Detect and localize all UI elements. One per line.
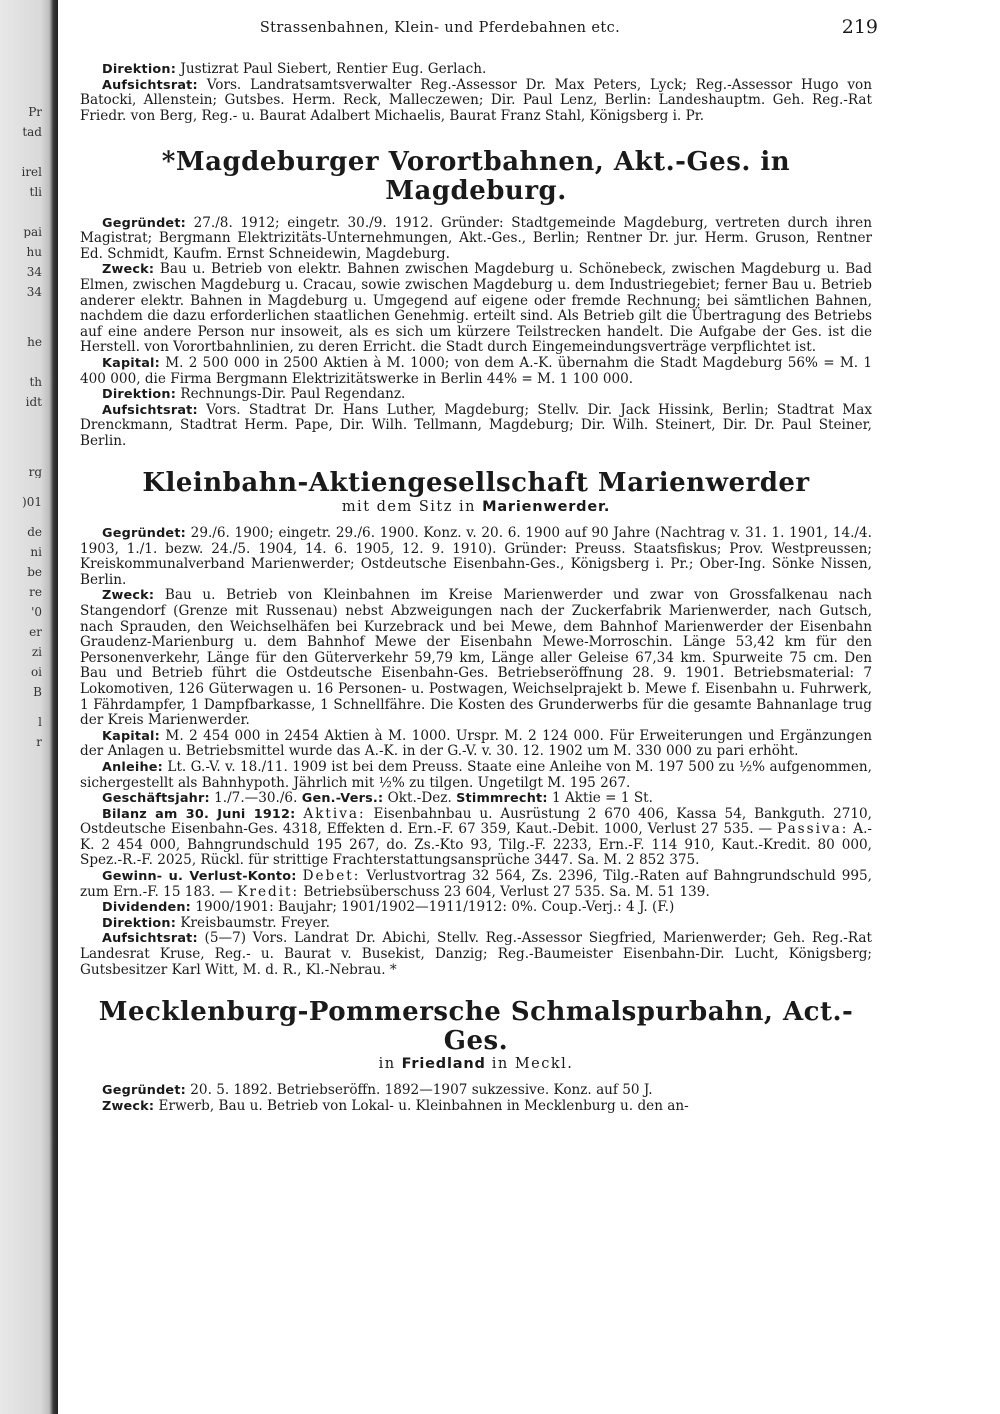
stimmrecht-text: 1 Aktie = 1 St. (551, 790, 653, 807)
s2-kapital (80, 729, 872, 760)
kapital-text: M. 2 454 000 in 2454 Aktien à M. 1000. Urspr. M. 2 124 000. Für Erweiterungen und Ergänzungen der Anlagen u. Betriebsmittel wurde das A.-K. in der G.-V. v. 30. 12. 1902 um M. 330 000 zu pari erhöht. (80, 727, 873, 760)
gutter-fragment: r (36, 736, 42, 748)
aufsichtsrat-text: (5—7) Vors. Landrat Dr. Abichi, Stellv. Reg.-Assessor Siegfried, Marienwerder; Geh. Reg.-Rat Landesrat Kruse, Reg.- u. Baurat v. Busekist, Danzig; Reg.-Baumeister Eisenbahn-Dir. Lucht, Königsberg; Gutsbesitzer Karl Witt, M. d. R., Kl.-Nebrau. * (80, 930, 872, 978)
anleihe-text: Lt. G.-V. v. 18./11. 1909 ist bei dem Preuss. Staate eine Anleihe von M. 197 500 zu ½% aufgenommen, sichergestellt als Bahnhypoth. Jährlich mit ½% zu tilgen. Ungetilgt M. 195 267. (80, 758, 873, 791)
gutter-fragment: he (27, 336, 42, 348)
aufsichtsrat-text: Vors. Stadtrat Dr. Hans Luther, Magdeburg; Stellv. Dir. Jack Hissink, Berlin; Stadtrat Max Drenckmann, Stadtrat Herm. Pape, Dir. Wilh. Tellmann, Magdeburg; Dir. Wilh. Steinert, Dir. Dr. Paul Steiner, Berlin. (80, 401, 873, 449)
s2-anleihe (80, 760, 872, 791)
genvers-text: Okt.-Dez. (387, 790, 452, 807)
zweck-label: Zweck: (102, 262, 155, 278)
gutter-fragment: idt (25, 396, 42, 408)
bilanz-label: Bilanz am 30. Juni 1912: (102, 806, 296, 822)
gutter-fragment: pai (23, 226, 42, 238)
genvers-label: Gen.-Vers.: (301, 791, 384, 807)
gutter-fragment: '0 (31, 606, 42, 618)
zweck-label: Zweck: (102, 1098, 155, 1114)
subtitle-place: Marienwerder. (482, 499, 611, 516)
kapital-label: Kapital: (102, 728, 160, 744)
direktion-text: Rechnungs-Dir. Paul Regendanz. (180, 386, 406, 403)
s1-zweck (80, 262, 872, 356)
s2-aufsichtsrat (80, 931, 872, 978)
kapital-text: M. 2 500 000 in 2500 Aktien à M. 1000; von dem A.-K. übernahm die Stadt Magdeburg 56% = M. 1 400 000, die Firma Bergmann Elektrizitätswerke in Berlin 44% = M. 1 100 000. (80, 354, 873, 387)
subtitle-post: in Meckl. (491, 1056, 574, 1073)
gutter-fragment: irel (21, 166, 42, 178)
gewinn-kredit-text: Betriebsüberschuss 23 604, Verlust 27 535. Sa. M. 51 139. (303, 883, 710, 900)
s2-bilanz (80, 807, 872, 869)
s1-aufsichtsrat (80, 403, 872, 450)
gegruendet-label: Gegründet: (102, 215, 186, 231)
gutter-fragment: re (29, 586, 42, 598)
dividenden-text: 1900/1901: Baujahr; 1901/1902—1911/1912: 0%. Coup.-Verj.: 4 J. (F.) (195, 899, 675, 916)
top-direktion (80, 62, 872, 78)
s1-direktion (80, 387, 872, 403)
subtitle-pre: in (378, 1056, 396, 1073)
kredit-word: Kredit: (237, 883, 300, 900)
section-subtitle-marienwerder (80, 500, 872, 516)
gutter-fragment: tad (22, 126, 42, 138)
s2-dividenden (80, 900, 872, 916)
running-title: Strassenbahnen, Klein- und Pferdebahnen etc. (259, 20, 621, 36)
subtitle-pre: mit dem Sitz in (341, 499, 476, 516)
gutter-fragment: hu (26, 246, 42, 258)
gutter-fragment: )01 (22, 496, 42, 508)
s2-gewinn (80, 869, 872, 900)
bilanz-aktiva-text: Eisenbahnbau u. Ausrüstung 2 670 406, Kassa 54, Bankguth. 2710, Ostdeutsche Eisenbahn-Ges. 4318, Effekten d. Ern.-F. 67 359, Kaut.-Debit. 1000, Verlust 27 535. — (80, 805, 872, 838)
subtitle-place: Friedland (401, 1056, 486, 1073)
kapital-label: Kapital: (102, 355, 160, 371)
direktion-label: Direktion: (102, 915, 177, 931)
gewinn-label: Gewinn- u. Verlust-Konto: (102, 869, 297, 885)
book-gutter (0, 0, 58, 1414)
zweck-label: Zweck: (102, 588, 155, 604)
gutter-fragment: ni (30, 546, 42, 558)
gutter-fragment: rg (28, 466, 42, 478)
gutter-fragment: Pr (28, 106, 42, 118)
s2-gegruendet (80, 526, 872, 588)
section-subtitle-mecklenburg (80, 1057, 872, 1073)
geschaeftsjahr-label: Geschäftsjahr: (102, 791, 210, 807)
zweck-text: Bau u. Betrieb von Kleinbahnen im Kreise Marienwerder und zwar von Grossfalkenau nach Stangendorf (Grenze mit Russenau) nebst Abzweigungen nach der Zuckerfabrik Marienwerder, nach Gutsch, nach Sprauden, den Weichselhäfen bei Kurzebrack und bei Mewe, dem Bahnhof Marienwerder der Eisenbahn Graudenz-Marienburg u. dem Bahnhof Mewe der Eisenbahn Mewe-Morroschin. Länge 53,42 km für den Personenverkehr, Länge für den Güterverkehr 59,79 km, Länge aller Geleise 67,34 km. Spurweite 75 cm. Den Bau und Betrieb führt die Ostdeutsche Eisenbahn-Ges. Betriebseröffnung 28. 9. 1901. Betriebsmaterial: 7 Lokomotiven, 126 Güterwagen u. 16 Personen- u. Postwagen, Weichselprajekt b. Mewe f. Eisenbahn u. Fuhrwerk, 1 Fährdampfer, 1 Dampfbarkasse, 1 Schnellfähre. Die Kosten des Grunderwerbs für die gesamte Bahnanlage trug der Kreis Marienwerder. (80, 587, 872, 729)
page (80, 0, 880, 1414)
stimmrecht-label: Stimmrecht: (456, 791, 548, 807)
direktion-label: Direktion: (102, 62, 177, 77)
gegruendet-text: 29./6. 1900; eingetr. 29./6. 1900. Konz. v. 20. 6. 1900 auf 90 Jahre (Nachtrag v. 31. 1. 1901, 14./4. 1903, 1./1. bezw. 24./5. 1904, 14. 6. 1905, 12. 9. 1910). Gründer: Preuss. Staatsfiskus; Prov. Westpreussen; Kreiskommunalverband Marienwerder; Ostdeutsche Eisenbahn-Ges., Königsberg i. Pr.; Ober-Ing. Sönke Nissen, Berlin. (80, 525, 872, 588)
gutter-fragment: oi (30, 666, 42, 678)
anleihe-label: Anleihe: (102, 759, 163, 775)
aufsichtsrat-label: Aufsichtsrat: (102, 931, 198, 947)
running-header (80, 16, 880, 42)
passiva-word: Passiva: (777, 821, 849, 838)
section-title-marienwerder: Kleinbahn-Aktiengesellschaft Marienwerder (142, 468, 810, 499)
gegruendet-text: 27./8. 1912; eingetr. 30./9. 1912. Gründer: Stadtgemeinde Magdeburg, vertreten durch ihren Magistrat; Bergmann Elektrizitäts-Unternehmungen, Akt.-Ges., Berlin; Rentner Dr. jur. Herm. Gruson, Rentner Ed. Schmidt, Kaufm. Ernst Schneidewin, Magdeburg. (80, 214, 872, 262)
gutter-fragment: tli (29, 186, 42, 198)
gegruendet-text: 20. 5. 1892. Betriebseröffn. 1892—1907 sukzessive. Konz. auf 50 J. (190, 1082, 653, 1099)
gutter-fragment: 34 (26, 286, 42, 298)
dividenden-label: Dividenden: (102, 900, 191, 916)
bilanz-passiva-text: A.-K. 2 454 000, Bahngrundschuld 195 267, do. Zs.-Kto 93, Tilg.-F. 2233, Ern.-F. 114 910, Kaut.-Kredit. 80 000, Spez.-R.-F. 2025, Rückl. für strittige Frachterstattungsansprüche 3447. Sa. M. 2 852 375. (80, 821, 872, 869)
gutter-fragment: de (27, 526, 42, 538)
s3-gegruendet (80, 1083, 872, 1099)
gutter-fragment: zi (31, 646, 42, 658)
direktion-label: Direktion: (102, 387, 177, 403)
zweck-text: Bau u. Betrieb von elektr. Bahnen zwischen Magdeburg u. Schönebeck, zwischen Magdeburg u. Bad Elmen, zwischen Magdeburg u. Cracau, sowie zwischen Magdeburg u. dem Industriegebiet; ferner Bau u. Betrieb anderer elektr. Bahnen in Magdeburg u. Umgegend auf eigene oder fremde Rechnung; bei sämtlichen Bahnen, nachdem die dazu erforderlichen staatlichen Genehmig. erteilt sind. Als Betrieb gilt die Übertragung des Betriebs auf eine andere Person nur insoweit, als es sich um kürzere Teilstrecken handelt. Die Aufgabe der Ges. ist die Herstell. von Vorortbahnlinien, zu deren Erricht. die Stadt durch Eingemeindungsverträge verpflichtet ist. (80, 261, 872, 356)
page-number: 219 (841, 16, 878, 38)
s2-zweck (80, 588, 872, 728)
aktiva-word: Aktiva: (303, 805, 366, 822)
gegruendet-label: Gegründet: (102, 526, 186, 541)
gutter-fragment: 34 (26, 266, 42, 278)
gegruendet-label: Gegründet: (102, 1083, 186, 1099)
gutter-fragment: l (38, 716, 42, 728)
gutter-fragment: er (29, 626, 42, 638)
s1-gegruendet (80, 216, 872, 263)
top-aufsichtsrat (80, 78, 872, 125)
section-title-mecklenburg: Mecklenburg-Pommersche Schmalspurbahn, Act.-Ges. (98, 997, 854, 1056)
s1-kapital (80, 356, 872, 387)
page-body (80, 62, 872, 1115)
debet-word: Debet: (302, 868, 361, 885)
aufsichtsrat-label: Aufsichtsrat: (102, 77, 198, 93)
s3-zweck (80, 1099, 872, 1115)
s2-geschaeftsjahr (80, 791, 872, 807)
aufsichtsrat-text: Vors. Landratsamtsverwalter Reg.-Assessor Dr. Max Peters, Lyck; Reg.-Assessor Hugo von Batocki, Allenstein; Gutsbes. Herm. Reck, Malleczewen; Dir. Paul Lenz, Berlin: Landeshauptm. Geh. Reg.-Rat Friedr. von Berg, Reg.- u. Baurat Adalbert Michaelis, Baurat Franz Stahl, Königsberg i. Pr. (80, 76, 872, 124)
section-title-magdeburg: *Magdeburger Vorortbahnen, Akt.-Ges. in Magdeburg. (161, 147, 791, 206)
gewinn-debet-text: Verlustvortrag 32 564, Zs. 2396, Tilg.-Raten auf Bahngrundschuld 995, zum Ern.-F. 15 183. — (80, 868, 872, 900)
gutter-fragment: B (33, 686, 42, 698)
s2-direktion (80, 916, 872, 932)
gutter-fragment: th (29, 376, 42, 388)
geschaeftsjahr-text: 1./7.—30./6. (214, 790, 298, 807)
direktion-text: Justizrat Paul Siebert, Rentier Eug. Gerlach. (180, 61, 487, 77)
direktion-text: Kreisbaumstr. Freyer. (180, 914, 330, 931)
aufsichtsrat-label: Aufsichtsrat: (102, 402, 198, 418)
gutter-fragment: be (27, 566, 42, 578)
zweck-text: Erwerb, Bau u. Betrieb von Lokal- u. Kleinbahnen in Mecklenburg u. den an- (158, 1097, 689, 1114)
